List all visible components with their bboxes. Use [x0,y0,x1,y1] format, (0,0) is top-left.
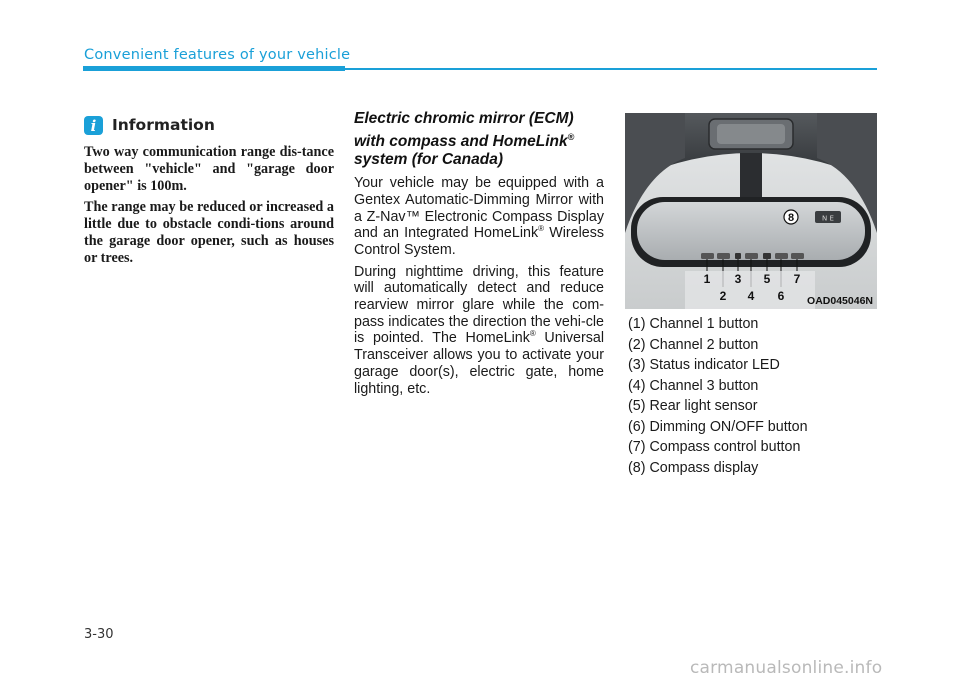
information-heading [84,114,334,136]
body-text: Wireless Control System. [354,225,605,258]
legend-item: (5) Rear light sensor [628,398,758,414]
mirror-mount [740,153,762,199]
callout-label-4: 4 [747,289,755,303]
mirror-figure [625,113,877,309]
registered-mark: ® [529,329,536,339]
registered-mark: ® [538,224,544,234]
information-title: Information [112,116,215,134]
channel-2-button-shape [717,253,730,259]
header-rule [345,68,877,70]
registered-mark: ® [567,132,575,142]
status-led-shape [735,253,741,259]
callout-label-8: 8 [787,212,795,224]
section-title-line: with compass and HomeLink [354,133,568,151]
figure-code: OAD045046N [807,295,873,307]
channel-1-button-shape [701,253,714,259]
body-paragraph [354,175,604,259]
page-number: 3-30 [84,627,114,642]
callout-label-2: 2 [719,289,727,303]
ecm-section [354,110,604,402]
callout-label-7: 7 [793,272,801,286]
watermark: carmanualsonline.info [690,658,883,678]
legend-item: (2) Channel 2 button [628,336,759,353]
legend-item: (1) Channel 1 button [628,316,759,332]
callout-label-5: 5 [763,272,771,286]
information-paragraph: Two way communication range dis-tance between "vehicle" and "garage door opener" is 100m. [84,144,334,194]
body-text: Universal Transceiver allows you to activate your garage door(s), electric gate, home lighting, etc. [354,330,605,397]
body-text: During nighttime driving, this feature will automatically detect and reduce rearview mirror glare while the com-pass indicates the direction the vehi-cle is pointed. The HomeLink [354,263,604,347]
figure-legend [628,314,888,478]
channel-3-button-shape [745,253,758,259]
body-paragraph [354,264,604,398]
callout-label-1: 1 [703,272,711,286]
compass-button-shape [791,253,804,259]
legend-item: (8) Compass display [628,459,759,476]
dimming-button-shape [775,253,788,259]
section-title [354,110,604,169]
header-accent-bar [83,66,345,71]
overhead-light [717,124,785,144]
legend-item: (7) Compass control button [628,439,801,455]
legend-item: (3) Status indicator LED [628,357,780,373]
callout-label-6: 6 [777,289,785,303]
rear-light-sensor-shape [763,253,771,259]
section-title-line: system (for Canada) [354,151,504,169]
mirror-illustration [625,113,877,309]
legend-item: (6) Dimming ON/OFF button [628,418,808,435]
body-text: Your vehicle may be equipped with a Gentex Automatic-Dimming Mirror with a Z-Nav™ Electronic Compass Display and an Integrated HomeLink [354,175,604,242]
mirror-glass [637,202,865,260]
compass-display-text: N E [822,214,834,223]
information-block [84,114,334,272]
callout-label-3: 3 [734,272,742,286]
info-icon: i [84,116,103,135]
information-paragraph: The range may be reduced or increased a little due to obstacle condi-tions around the garage door opener, such as houses or trees. [84,199,334,266]
section-title-line: Electric chromic mirror (ECM) [354,110,574,127]
legend-item: (4) Channel 3 button [628,377,759,394]
section-header-title: Convenient features of your vehicle [84,47,351,63]
